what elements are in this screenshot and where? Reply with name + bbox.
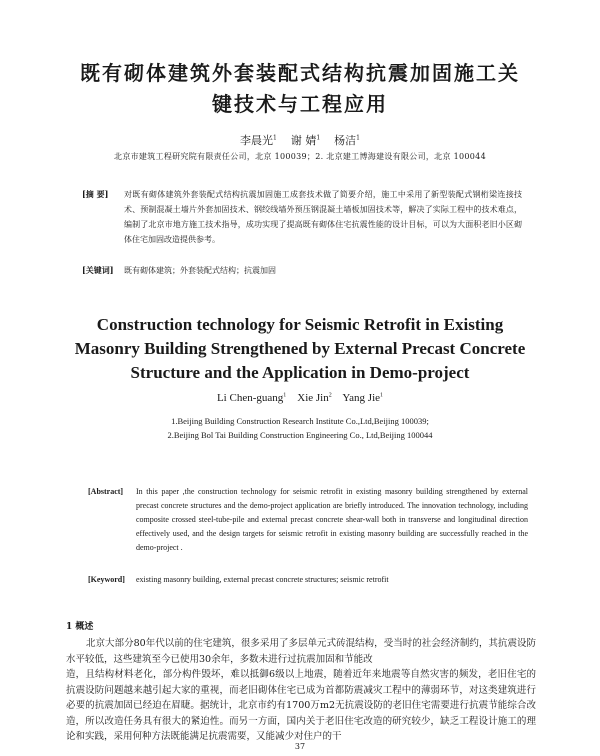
author-en-2: Xie Jin (297, 392, 329, 404)
author-cn-1: 李晨光 (240, 134, 273, 147)
affiliation-cn: 北京市建筑工程研究院有限责任公司，北京 100039；2. 北京建工博海建设有限公司，北京 100044 (114, 152, 486, 161)
affiliation-en-line1: 1.Beijing Building Construction Research Institute Co.,Ltd,Beijing 100039; (171, 416, 429, 426)
author-cn-2-sup: 1 (316, 134, 321, 142)
keywords-en (88, 573, 528, 587)
page-number: 37 (294, 742, 306, 751)
title-en-line2: Masonry Building Strengthened by External Precast Concrete (74, 339, 526, 358)
keywords-en-label: [Keyword] (88, 575, 125, 584)
section-1-heading: 1 概述 (66, 622, 94, 632)
keywords-cn (82, 263, 522, 278)
title-en (40, 313, 560, 385)
keywords-en-text: existing masonry building, external precast concrete structures; seismic retrofit (136, 575, 389, 584)
abstract-en (88, 485, 528, 555)
author-en-2-sup: 2 (328, 392, 332, 399)
keywords-cn-label: [关键词] (82, 265, 114, 275)
title-en-line3: Structure and the Application in Demo-project (130, 363, 470, 382)
authors-en (0, 392, 600, 404)
section-1-para-1: 北京大部分80年代以前的住宅建筑，很多采用了多层单元式砖混结构，受当时的社会经济制约，其抗震设防水平较低，这些建筑至今已使用30余年，多数未进行过抗震加固和节能改 (66, 638, 536, 665)
author-en-1: Li Chen-guang (216, 392, 284, 404)
affiliation-en-line2: 2.Beijing Bol Tai Building Construction Engineering Co., Ltd,Beijing 100044 (167, 430, 433, 440)
section-1-para-2: 造，且结构材料老化，部分构件毁坏，难以抵御6级以上地震，随着近年来地震等自然灾害的频发，老旧住宅的抗震设防问题越来越引起大家的重视，而老旧砌体住宅已成为首都防震减灾工程中的薄弱环节，对这类建筑进行必要的抗震加固已经迫在眉睫。据统计，北京市约有1700万m2无抗震设防的老旧住宅需要进行抗震节能综合改造，所以改造任务具有很大的紧迫性。而另一方面，国内关于老旧住宅改造的研究较少，缺乏工程设计施工的理论和实践，采用何种方法既能满足抗震需要，又能减少对住户的干 (66, 669, 536, 742)
abstract-en-label: [Abstract] (88, 487, 124, 496)
author-cn-2: 谢 婧 (290, 134, 317, 147)
author-cn-3: 杨洁 (334, 134, 357, 147)
title-cn-line1: 既有砌体建筑外套装配式结构抗震加固施工关 (80, 61, 520, 85)
title-cn-line2: 键技术与工程应用 (212, 92, 388, 116)
author-en-3-sup: 1 (380, 392, 384, 399)
abstract-cn-label: [摘 要] (82, 189, 109, 199)
author-en-3: Yang Jie (342, 392, 381, 404)
affiliation-en (0, 414, 600, 442)
authors-cn (0, 132, 600, 148)
author-cn-3-sup: 1 (356, 134, 360, 142)
section-1-body (66, 636, 536, 745)
abstract-cn-text: 对既有砌体建筑外套装配式结构抗震加固施工成套技术做了简要介绍，施工中采用了新型装配式钢桁梁连接技术、预制混凝土墙片外套加固技术、钢绞线墙外预压钢混凝土墙板加固技术等，解决了实际工程中的技术难点，编制了北京市地方施工技术指导，成功实现了提高既有砌体住宅抗震性能的设计目标，可以为大面积老旧小区砌体住宅加固改造提供参考。 (124, 190, 522, 244)
author-cn-1-sup: 1 (273, 134, 277, 142)
abstract-en-text: In this paper ,the construction technology for seismic retrofit in existing masonry building strengthened by external precast concrete structures and the demo-project application are briefly introduced. The innovation technology, including composite crossed steel-tube-pile and external precast concrete shear-wall both in transverse and longitudinal direction effectively used, and the design targets for seismic retrofit in existing masonry building are successfully reached in the demo-project . (136, 487, 528, 552)
abstract-cn (82, 187, 522, 247)
author-en-1-sup: 1 (283, 392, 287, 399)
keywords-cn-text: 既有砌体建筑；外套装配式结构；抗震加固 (124, 266, 276, 275)
title-en-line1: Construction technology for Seismic Retrofit in Existing (96, 315, 504, 334)
